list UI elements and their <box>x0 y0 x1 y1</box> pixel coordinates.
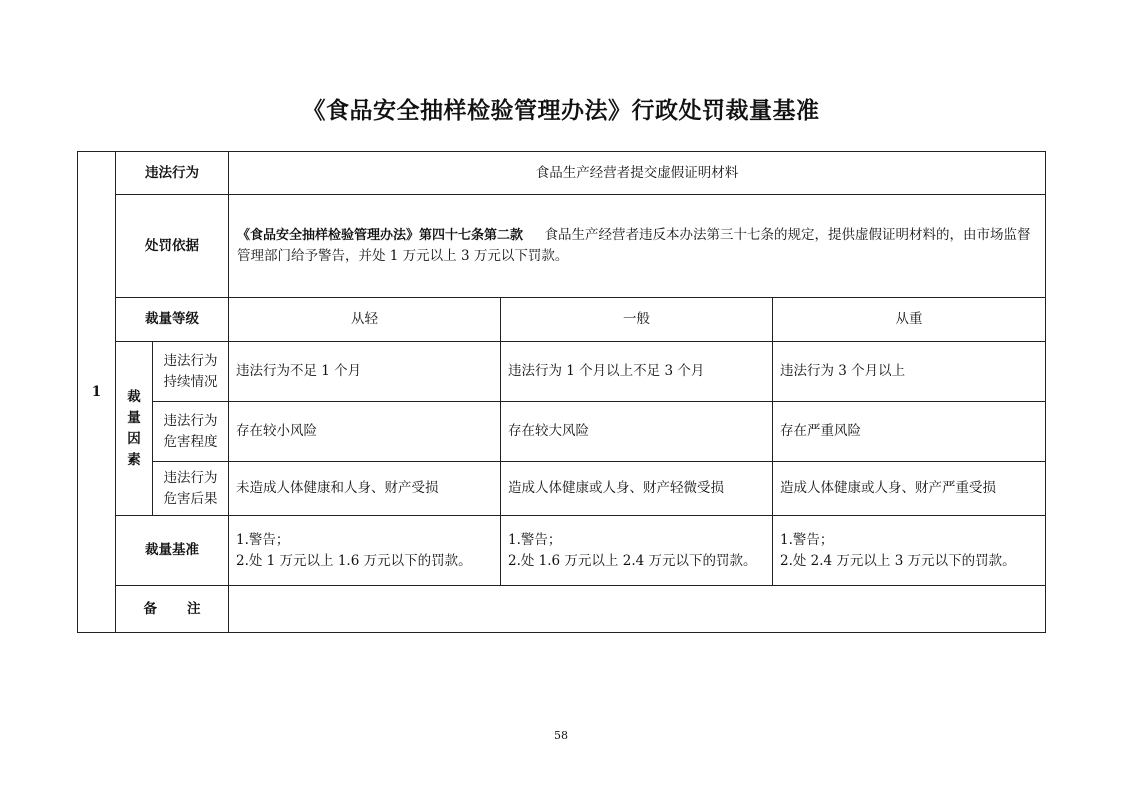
basis-text: 食品生产经营者违反本办法第三十七条的规定，提供虚假证明材料的，由市场监督管理部门给予警告，并处 1 万元以上 3 万元以下罚款。 <box>237 227 1031 264</box>
levels-row <box>78 298 1046 342</box>
standard-line: 2.处 1.6 万元以上 2.4 万元以下的罚款。 <box>508 552 757 569</box>
basis-reference: 《食品安全抽样检验管理办法》第四十七条第二款 <box>237 228 524 243</box>
factor-label <box>153 402 229 462</box>
page-number: 58 <box>554 729 568 742</box>
factors-title-char: 素 <box>127 451 141 468</box>
factor-label <box>153 462 229 516</box>
standard-label: 裁量基准 <box>116 516 229 586</box>
remarks-label <box>116 586 229 633</box>
factor-row <box>78 462 1046 516</box>
remarks-label-char: 注 <box>187 600 201 617</box>
factor-heavy: 造成人体健康或人身、财产严重受损 <box>773 462 1046 516</box>
standard-line: 1.警告； <box>236 531 290 548</box>
basis-label: 处罚依据 <box>116 195 229 298</box>
factor-row <box>78 342 1046 402</box>
standard-light <box>229 516 501 586</box>
level-heavy: 从重 <box>773 298 1046 342</box>
standard-heavy <box>773 516 1046 586</box>
factors-title-char: 量 <box>127 409 141 426</box>
factor-normal: 造成人体健康或人身、财产轻微受损 <box>501 462 773 516</box>
factor-light: 违法行为不足 1 个月 <box>229 342 501 402</box>
factor-normal: 存在较大风险 <box>501 402 773 462</box>
page-title: 《食品安全抽样检验管理办法》行政处罚裁量基准 <box>302 97 820 124</box>
row-number: 1 <box>78 152 116 633</box>
standard-line: 2.处 2.4 万元以上 3 万元以下的罚款。 <box>780 552 1016 569</box>
factor-heavy: 存在严重风险 <box>773 402 1046 462</box>
levels-label: 裁量等级 <box>116 298 229 342</box>
penalty-table <box>77 151 1046 633</box>
factor-heavy: 违法行为 3 个月以上 <box>773 342 1046 402</box>
factor-light: 存在较小风险 <box>229 402 501 462</box>
factor-label-line: 违法行为 <box>163 352 218 369</box>
factors-title <box>116 342 153 516</box>
factor-label <box>153 342 229 402</box>
remarks-value <box>229 586 1046 633</box>
factor-label-line: 违法行为 <box>163 469 218 486</box>
violation-value: 食品生产经营者提交虚假证明材料 <box>229 152 1046 195</box>
factor-label-line: 危害程度 <box>163 433 218 450</box>
violation-row <box>78 152 1046 195</box>
standard-normal <box>501 516 773 586</box>
standard-line: 1.警告； <box>780 531 834 548</box>
basis-row <box>78 195 1046 298</box>
violation-label: 违法行为 <box>116 152 229 195</box>
remarks-label-char: 备 <box>143 600 157 617</box>
factor-label-line: 危害后果 <box>163 490 218 507</box>
basis-content <box>229 195 1046 298</box>
level-normal: 一般 <box>501 298 773 342</box>
factor-label-line: 违法行为 <box>163 412 218 429</box>
factor-label-line: 持续情况 <box>163 373 218 390</box>
factor-normal: 违法行为 1 个月以上不足 3 个月 <box>501 342 773 402</box>
remarks-row <box>78 586 1046 633</box>
factor-row <box>78 402 1046 462</box>
factor-light: 未造成人体健康和人身、财产受损 <box>229 462 501 516</box>
factors-title-char: 裁 <box>127 388 141 405</box>
level-light: 从轻 <box>229 298 501 342</box>
standard-row <box>78 516 1046 586</box>
standard-line: 1.警告； <box>508 531 562 548</box>
standard-line: 2.处 1 万元以上 1.6 万元以下的罚款。 <box>236 552 472 569</box>
factors-title-char: 因 <box>127 430 141 447</box>
